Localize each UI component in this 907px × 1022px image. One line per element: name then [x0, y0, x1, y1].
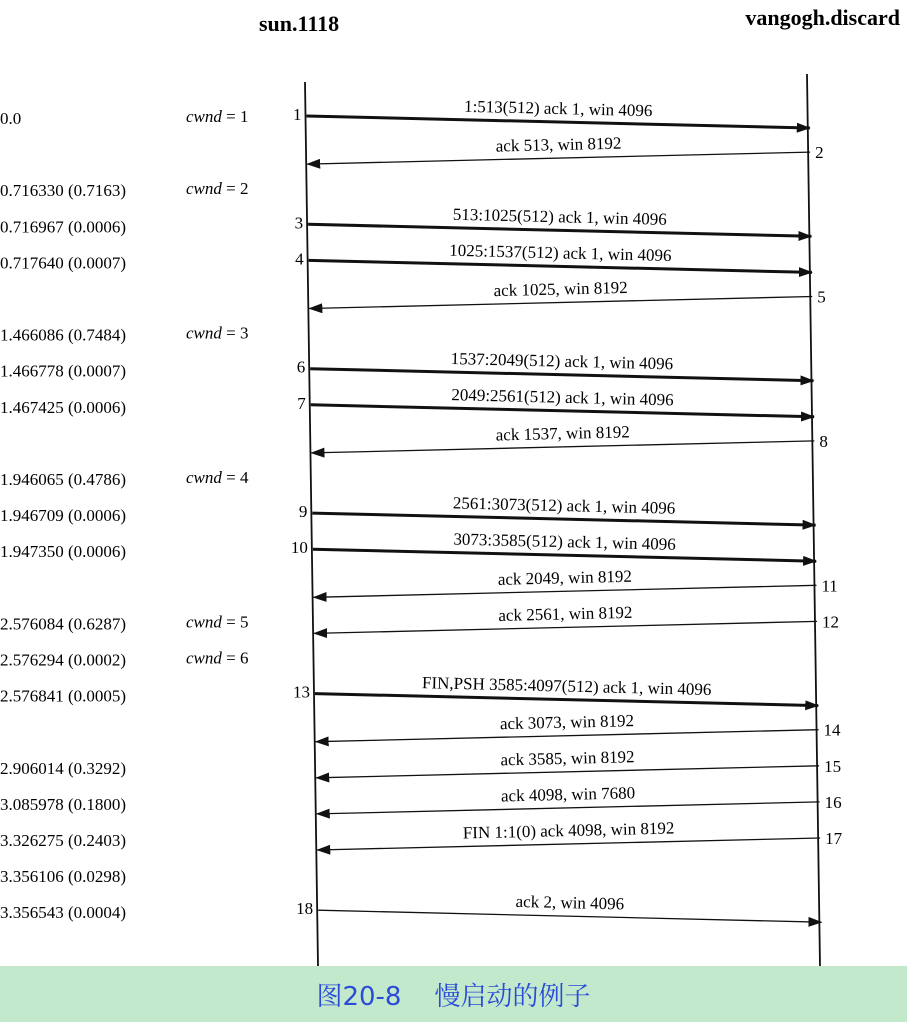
segment-label: 2049:2561(512) ack 1, win 4096 — [451, 385, 674, 410]
segment-number: 3 — [294, 213, 304, 233]
cwnd-label: cwnd = 2 — [186, 179, 249, 199]
timestamp-label: 0.716967 (0.0006) — [0, 217, 127, 237]
segment-label: ack 1537, win 8192 — [495, 422, 631, 445]
segment-number: 6 — [296, 357, 306, 377]
segment-label: ack 2561, win 8192 — [498, 602, 633, 626]
segment-label: 1025:1537(512) ack 1, win 4096 — [448, 240, 672, 266]
timestamp-label: 1.466086 (0.7484) — [0, 325, 127, 345]
segment-label: 513:1025(512) ack 1, win 4096 — [452, 204, 668, 229]
right-host-timeline — [807, 74, 820, 966]
timestamp-label: 0.0 — [0, 109, 22, 128]
timestamp-label: 3.326275 (0.2403) — [0, 831, 127, 850]
figure-number: 图20-8 — [316, 981, 402, 1012]
segment-label: ack 513, win 8192 — [495, 133, 622, 156]
timestamp-label: 3.356543 (0.0004) — [0, 903, 127, 923]
right-host-label: vangogh.discard — [745, 5, 900, 30]
segment-number: 5 — [817, 287, 826, 307]
timestamp-label: 3.085978 (0.1800) — [0, 794, 127, 814]
segment-number: 7 — [297, 393, 306, 413]
cwnd-label: cwnd = 6 — [186, 648, 249, 668]
segment-number: 10 — [290, 538, 308, 558]
figure-title: 慢启动的例子 — [434, 981, 591, 1012]
segment-label: ack 3585, win 8192 — [500, 747, 635, 770]
timestamp-label: 1.466778 (0.0007) — [0, 361, 127, 381]
segment-number: 15 — [824, 756, 842, 776]
left-host-timeline — [305, 82, 318, 966]
segment-label: 2561:3073(512) ack 1, win 4096 — [452, 493, 676, 518]
timestamp-label: 2.576294 (0.0002) — [0, 650, 127, 670]
cwnd-label: cwnd = 3 — [186, 323, 249, 343]
timestamp-label: 2.906014 (0.3292) — [0, 758, 127, 778]
segment-label: FIN 1:1(0) ack 4098, win 8192 — [462, 818, 675, 843]
timestamp-label: 2.576084 (0.6287) — [0, 614, 127, 634]
segment-label: 1:513(512) ack 1, win 4096 — [463, 96, 653, 121]
segment-number: 18 — [296, 899, 314, 919]
segment-number: 12 — [821, 612, 839, 632]
timestamp-label: 0.716330 (0.7163) — [0, 181, 127, 201]
timestamp-label: 2.576841 (0.0005) — [0, 686, 127, 706]
left-host-label: sun.1118 — [259, 11, 340, 36]
segment-label: FIN,PSH 3585:4097(512) ack 1, win 4096 — [421, 673, 712, 700]
segment-label: ack 3073, win 8192 — [499, 711, 635, 734]
segment-label: ack 2, win 4096 — [515, 891, 625, 914]
segment-label: 3073:3585(512) ack 1, win 4096 — [453, 529, 677, 554]
timestamp-label: 1.946065 (0.4786) — [0, 470, 127, 489]
segment-number: 13 — [292, 682, 310, 702]
cwnd-label: cwnd = 1 — [186, 107, 249, 126]
segment-label: ack 1025, win 8192 — [493, 277, 628, 301]
segment-label: ack 2049, win 8192 — [497, 566, 633, 589]
segment-label: ack 4098, win 7680 — [500, 783, 636, 806]
segment-label: 1537:2049(512) ack 1, win 4096 — [450, 349, 674, 374]
segment-number: 17 — [825, 829, 843, 848]
segment-number: 8 — [819, 431, 828, 451]
timestamp-label: 1.947350 (0.0006) — [0, 542, 127, 562]
cwnd-label: cwnd = 5 — [186, 612, 249, 632]
timestamp-label: 3.356106 (0.0298) — [0, 867, 127, 887]
segment-number: 4 — [295, 249, 304, 269]
timestamp-label: 1.467425 (0.0006) — [0, 397, 127, 417]
segment-number: 11 — [821, 576, 838, 596]
segment-number: 16 — [824, 792, 842, 812]
figure-caption — [0, 966, 907, 1022]
cwnd-label: cwnd = 4 — [186, 468, 249, 487]
segment-number: 1 — [293, 105, 302, 124]
timestamp-label: 0.717640 (0.0007) — [0, 253, 127, 273]
segment-number: 9 — [298, 502, 308, 522]
timestamp-label: 1.946709 (0.0006) — [0, 506, 127, 526]
segment-number: 14 — [823, 720, 841, 740]
segment-number: 2 — [815, 143, 824, 163]
diagram-rows — [0, 97, 843, 922]
